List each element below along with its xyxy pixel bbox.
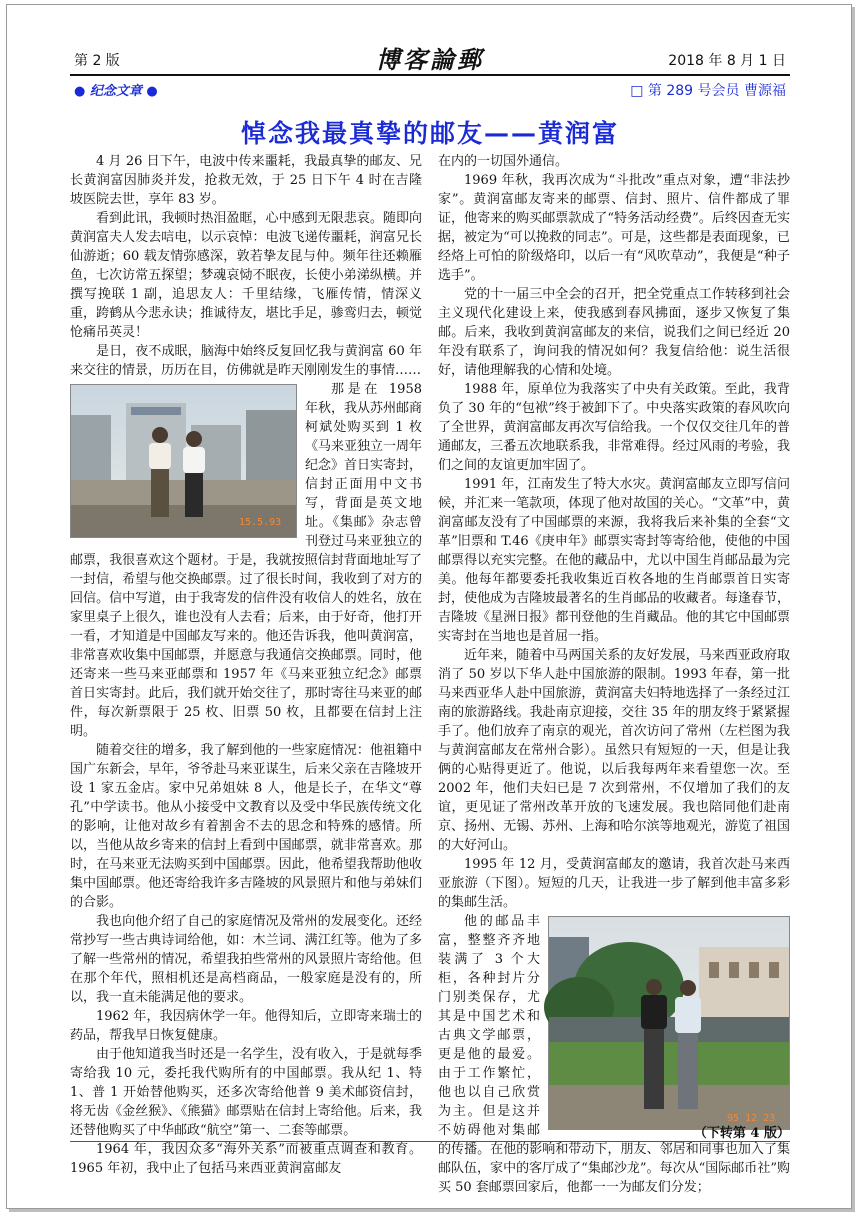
- photo-changzhou: [70, 384, 297, 538]
- article-paragraph: 他的邮品丰富，整整齐齐地装满了 3 个大柜，各种封片分门别类保存，尤其是中国艺术和古典文学邮票，更是他的最爱。由于工作繁忙，他也以自己欣赏为主。但是这并不妨碍他对集邮的传播。在他的影响和带动下，朋友、邻居和同事也加入了集邮队伍，家中的客厅成了“集邮沙龙”。每次从“国际邮币社”购买 50 套邮票回家后，他都一一为邮友们分发；: [438, 914, 790, 1195]
- article-paragraph: 在内的一切国外通信。: [438, 154, 569, 169]
- article-paragraph: 1988 年，原单位为我落实了中央有关政策。至此，我背负了 30 年的“包袱”终于被卸下了。中央落实政策的春风吹向了全世界，黄润富邮友再次写信给我。一个仅仅交往几年的普通邮友，三番五次地联系我，非常难得。经过风雨的考验，我们之间的友谊更加牢固了。: [438, 382, 790, 473]
- section-title: 纪念文章: [89, 84, 142, 99]
- section-row: [70, 80, 790, 102]
- article-paragraph: 1962 年，我因病休学一年。他得知后，立即寄来瑞士的药品，帮我早日恢复健康。: [70, 1009, 422, 1043]
- article-paragraph: 党的十一届三中全会的召开，把全党重点工作转移到社会主义现代化建设上来，使我感到春风拂面，逐步又恢复了集邮。后来，我收到黄润富邮友的来信，说我们之间已经近 20 年没有联系了，询问我的情况如何？我复信给他：说生活很好，请他理解我的心情和处境。: [438, 287, 790, 378]
- article-paragraph: 由于他知道我当时还是一名学生，没有收入，于是就每季寄给我 10 元，委托我代购所有的中国邮票。我从纪 1、特 1、普 1 开始替他购买，还多次寄给他普 9 美术邮资信封，将无齿《金丝猴》、《熊猫》邮票贴在信封上寄给他。后来，我还替他购买了中华邮政“航空”第一、二套等邮票。: [70, 1047, 422, 1138]
- article-paragraph: 4 月 26 日下午，电波中传来噩耗，我最真挚的邮友、兄长黄润富因肺炎并发，抢救无效，于 25 日下午 4 时在吉隆坡医院去世，享年 83 岁。: [70, 154, 422, 207]
- article-paragraph: 近年来，随着中马两国关系的友好发展，马来西亚政府取消了 50 岁以下华人赴中国旅游的限制。1993 年春，第一批马来西亚华人赴中国旅游，黄润富夫妇特地选择了一条经过江南的旅游路线。我赴南京迎接，交往 35 年的朋友终于紧紧握手了。他们放弃了南京的观光，首次访问了常州（左栏图为我与黄润富邮友在常州合影）。虽然只有短短的一天，但是让我俩的心贴得更近了。他说，以后我每两年来看望您一次。至 2002 年，他们夫妇已是 7 次到常州，不仅增加了我们的友谊，更见证了常州改革开放的飞速发展。我也陪同他们赴南京、扬州、无锡、苏州、上海和哈尔滨等地观光，游览了祖国的大好河山。: [438, 648, 790, 853]
- article-paragraph: 那是在 1958 年秋，我从苏州邮商柯斌处购买到 1 枚《马来亚独立一周年纪念》首日实寄封，信封正面用中文书写，背面是英文地址。《集邮》杂志曾刊登过马来亚独立的邮票，我很喜欢这个题材。于是，我就按照信封背面地址写了一封信，希望与他交换邮票。过了很长时间，我收到了对方的回信。信中写道，由于我寄发的信件没有收信人的姓名，放在家里桌子上很久，谁也没有人去看；后来，由于好奇，他打开一看，才知道是中国邮友写来的。他还告诉我，他叫黄润富，非常喜欢收集中国邮票，并愿意与我通信交换邮票。同时，他还寄来一些马来亚邮票和 1957 年《马来亚独立纪念》邮票首日实寄封。此后，我们就开始交往了，那时寄往马来亚的邮件，每次新票限于 25 枚、旧票 50 枚，且都要在信封上注明。: [70, 382, 423, 739]
- photo-malaysia: [548, 916, 790, 1130]
- article-paragraph: 随着交往的增多，我了解到他的一些家庭情况：他祖籍中国广东新会，早年，爷爷赴马来亚谋生，后来父亲在吉隆坡开设 1 家五金店。家中兄弟姐妹 8 人，他是长子，在华文“尊孔”中学读书。他从小接受中文教育以及受中华民族传统文化的影响，让他对故乡有着割舍不去的思念和特殊的感情。所以，当他从故乡寄来的信封上看到中国邮票，就非常喜欢。那时，在马来亚无法购买到中国邮票。因此，他希望我帮助他收集中国邮票。他还寄给我许多吉隆坡的风景照片和他与弟妹们的合影。: [70, 743, 422, 910]
- author-byline: [630, 80, 786, 100]
- checkbox-square-icon: □: [630, 83, 644, 99]
- section-label: [74, 80, 158, 99]
- article-paragraph: 1991 年，江南发生了特大水灾。黄润富邮友立即写信问候，并汇来一笔款项，体现了他对故国的关心。“文革”中，黄润富邮友没有了中国邮票的来源，我将我后来补集的全套“文革”旧票和 T.46《庚申年》邮票实寄封等寄给他，使他的中国邮票得以充实完整。在他的藏品中，尤以中国生肖邮品最为完美。他每年都要委托我收集近百枚各地的生肖邮票首日实寄封，使他成为吉隆坡最著名的生肖邮品的收藏者。每逢春节，吉隆坡《星洲日报》都刊登他的生肖藏品。他的其它中国邮票实寄封在当地也是首屈一指。: [438, 477, 790, 644]
- masthead-logo: 博客論郵: [376, 45, 484, 74]
- author-name: 第 289 号会员 曹源福: [647, 83, 786, 99]
- bottom-rule: [70, 1141, 790, 1142]
- article-column-right: [438, 152, 790, 1195]
- article-column-left: [70, 152, 423, 1176]
- article-paragraph: 1969 年秋，我再次成为“斗批改”重点对象，遭“非法抄家”。黄润富邮友寄来的邮票、信封、照片、信件都成了罪证，他寄来的购买邮票款成了“特务活动经费”。后终因查无实据，被定为“可以挽救的同志”。可是，这些都是表面现象，已经烙上可怕的阶级烙印，以后一有“风吹草动”，我便是“种子选手”。: [438, 173, 790, 283]
- article-paragraph: 是日，夜不成眠，脑海中始终反复回忆我与黄润富 60 年来交往的情景，历历在目，仿佛就是昨天刚刚发生的事情……: [70, 344, 422, 378]
- article-paragraph: 1995 年 12 月，受黄润富邮友的邀请，我首次赴马来西亚旅游（下图）。短短的几天，让我进一步了解到他丰富多彩的集邮生活。: [438, 857, 790, 910]
- article-title: 悼念我最真挚的邮友——黄润富: [240, 119, 619, 148]
- photo-malaysia-image: [549, 917, 789, 1129]
- continued-note: （下转第 4 版）: [693, 1126, 790, 1141]
- article-paragraph: 我也向他介绍了自己的家庭情况及常州的发展变化。还经常抄写一些古典诗词给他，如：木兰词、满江红等。他为了多了解一些常州的情况，希望我拍些常州的风景照片寄给他。但在那个年代，照相机还是高档商品，一般家庭是没有的，所以，我一直未能满足他的要求。: [70, 914, 422, 1005]
- page-header: [70, 44, 790, 74]
- article-paragraph: 看到此讯，我顿时热泪盈眶，心中感到无限悲哀。随即向黄润富夫人发去唁电，以示哀悼：电波飞递传噩耗，润富兄长仙游逝；60 载友情弥感深，敦若挚友昆与仲。频年往还赖雁鱼，七次访常五探望；梦魂哀恸不眠夜，长使小弟涕纵横。并撰写挽联 1 副，追思友人：千里结缘，飞雁传情，情深义重，跨鹤从今悲永诀；推诚待友，堪比手足，骖鸾归去，顿觉怆痛吊英灵！: [70, 211, 422, 340]
- photo-changzhou-image: [71, 385, 296, 537]
- article-paragraph: 1964 年，我因众多“海外关系”而被重点调查和教育。1965 年初，我中止了包括马来西亚黄润富邮友: [70, 1142, 422, 1176]
- bullet-icon: ●: [74, 84, 86, 99]
- bullet-icon: ●: [146, 84, 158, 99]
- header-rule: [70, 74, 790, 76]
- photo-date-stamp: 15.5.93: [239, 517, 282, 528]
- edition-number: 第 2 版: [74, 53, 120, 69]
- photo-date-stamp: 95 12 23: [727, 1113, 776, 1124]
- issue-date: 2018 年 8 月 1 日: [668, 53, 786, 69]
